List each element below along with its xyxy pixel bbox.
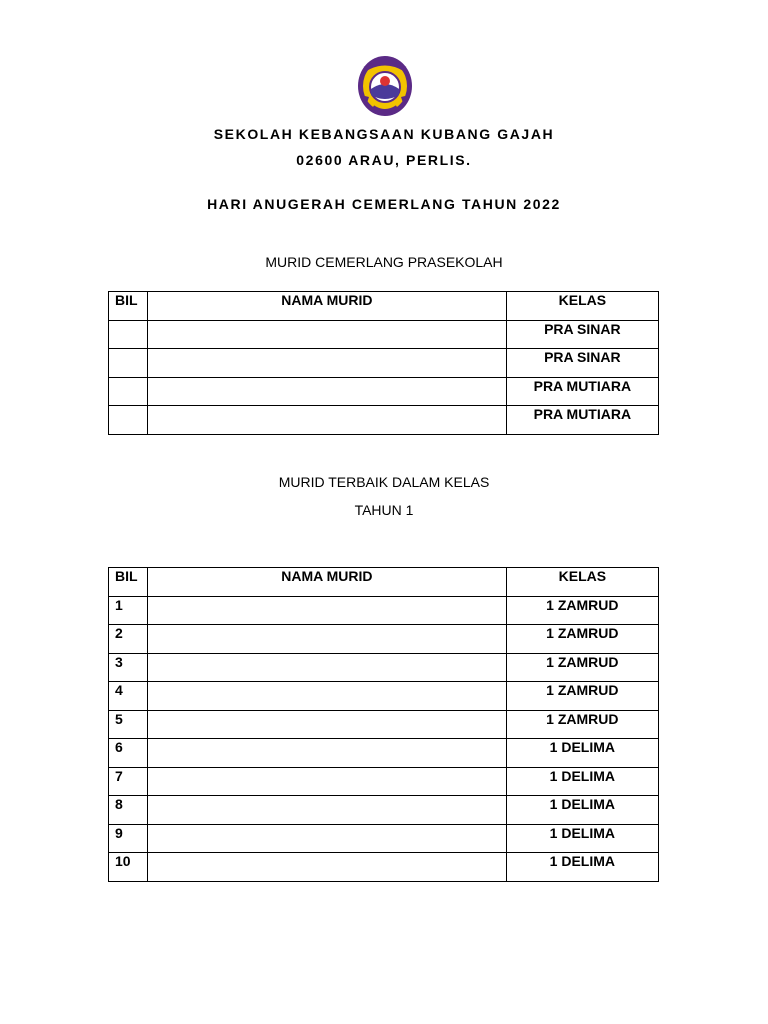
kelas-cell: 1 DELIMA bbox=[506, 824, 658, 853]
kelas-cell: 1 DELIMA bbox=[506, 796, 658, 825]
bil-cell bbox=[109, 320, 148, 349]
kelas-cell: PRA SINAR bbox=[506, 320, 658, 349]
bil-cell bbox=[109, 406, 148, 435]
section2-subtitle: TAHUN 1 bbox=[354, 502, 414, 518]
table-row bbox=[109, 349, 659, 378]
kelas-cell: 1 ZAMRUD bbox=[506, 625, 658, 654]
nama-cell bbox=[148, 767, 507, 796]
bil-cell: 8 bbox=[109, 796, 148, 825]
nama-cell bbox=[148, 710, 507, 739]
nama-cell bbox=[148, 739, 507, 768]
kelas-cell: PRA MUTIARA bbox=[506, 377, 658, 406]
kelas-cell: 1 ZAMRUD bbox=[506, 682, 658, 711]
bil-cell: 9 bbox=[109, 824, 148, 853]
table-header-row bbox=[109, 292, 659, 321]
nama-cell bbox=[148, 796, 507, 825]
nama-cell bbox=[148, 406, 507, 435]
bil-cell bbox=[109, 377, 148, 406]
prasekolah-table bbox=[108, 291, 659, 435]
bil-cell: 10 bbox=[109, 853, 148, 882]
school-address: 02600 ARAU, PERLIS. bbox=[296, 152, 472, 168]
nama-cell bbox=[148, 596, 507, 625]
nama-cell bbox=[148, 625, 507, 654]
table-row bbox=[109, 710, 659, 739]
table-row bbox=[109, 796, 659, 825]
column-header-bil: BIL bbox=[109, 292, 148, 321]
table-row bbox=[109, 596, 659, 625]
table-row bbox=[109, 739, 659, 768]
table-header-row bbox=[109, 568, 659, 597]
bil-cell: 2 bbox=[109, 625, 148, 654]
school-name: SEKOLAH KEBANGSAAN KUBANG GAJAH bbox=[213, 126, 555, 142]
bil-cell: 5 bbox=[109, 710, 148, 739]
table-row bbox=[109, 377, 659, 406]
bil-cell bbox=[109, 349, 148, 378]
section2-title: MURID TERBAIK DALAM KELAS bbox=[278, 474, 490, 490]
column-header-bil: BIL bbox=[109, 568, 148, 597]
bil-cell: 1 bbox=[109, 596, 148, 625]
column-header-nama: NAMA MURID bbox=[148, 292, 507, 321]
table-row bbox=[109, 653, 659, 682]
nama-cell bbox=[148, 377, 507, 406]
bil-cell: 7 bbox=[109, 767, 148, 796]
nama-cell bbox=[148, 824, 507, 853]
table-row bbox=[109, 682, 659, 711]
nama-cell bbox=[148, 320, 507, 349]
table-row bbox=[109, 824, 659, 853]
table-row bbox=[109, 406, 659, 435]
kelas-cell: 1 ZAMRUD bbox=[506, 710, 658, 739]
kelas-cell: PRA MUTIARA bbox=[506, 406, 658, 435]
column-header-kelas: KELAS bbox=[506, 292, 658, 321]
nama-cell bbox=[148, 853, 507, 882]
section1-title: MURID CEMERLANG PRASEKOLAH bbox=[265, 254, 503, 270]
bil-cell: 4 bbox=[109, 682, 148, 711]
table-row bbox=[109, 320, 659, 349]
kelas-cell: PRA SINAR bbox=[506, 349, 658, 378]
event-title: HARI ANUGERAH CEMERLANG TAHUN 2022 bbox=[207, 196, 561, 212]
school-crest-icon bbox=[355, 55, 415, 119]
kelas-cell: 1 DELIMA bbox=[506, 767, 658, 796]
kelas-cell: 1 ZAMRUD bbox=[506, 596, 658, 625]
nama-cell bbox=[148, 349, 507, 378]
bil-cell: 6 bbox=[109, 739, 148, 768]
nama-cell bbox=[148, 682, 507, 711]
kelas-cell: 1 DELIMA bbox=[506, 853, 658, 882]
table-row bbox=[109, 767, 659, 796]
kelas-cell: 1 DELIMA bbox=[506, 739, 658, 768]
table-row bbox=[109, 625, 659, 654]
kelas-cell: 1 ZAMRUD bbox=[506, 653, 658, 682]
column-header-kelas: KELAS bbox=[506, 568, 658, 597]
column-header-nama: NAMA MURID bbox=[148, 568, 507, 597]
table-row bbox=[109, 853, 659, 882]
nama-cell bbox=[148, 653, 507, 682]
bil-cell: 3 bbox=[109, 653, 148, 682]
tahun1-table bbox=[108, 567, 659, 882]
